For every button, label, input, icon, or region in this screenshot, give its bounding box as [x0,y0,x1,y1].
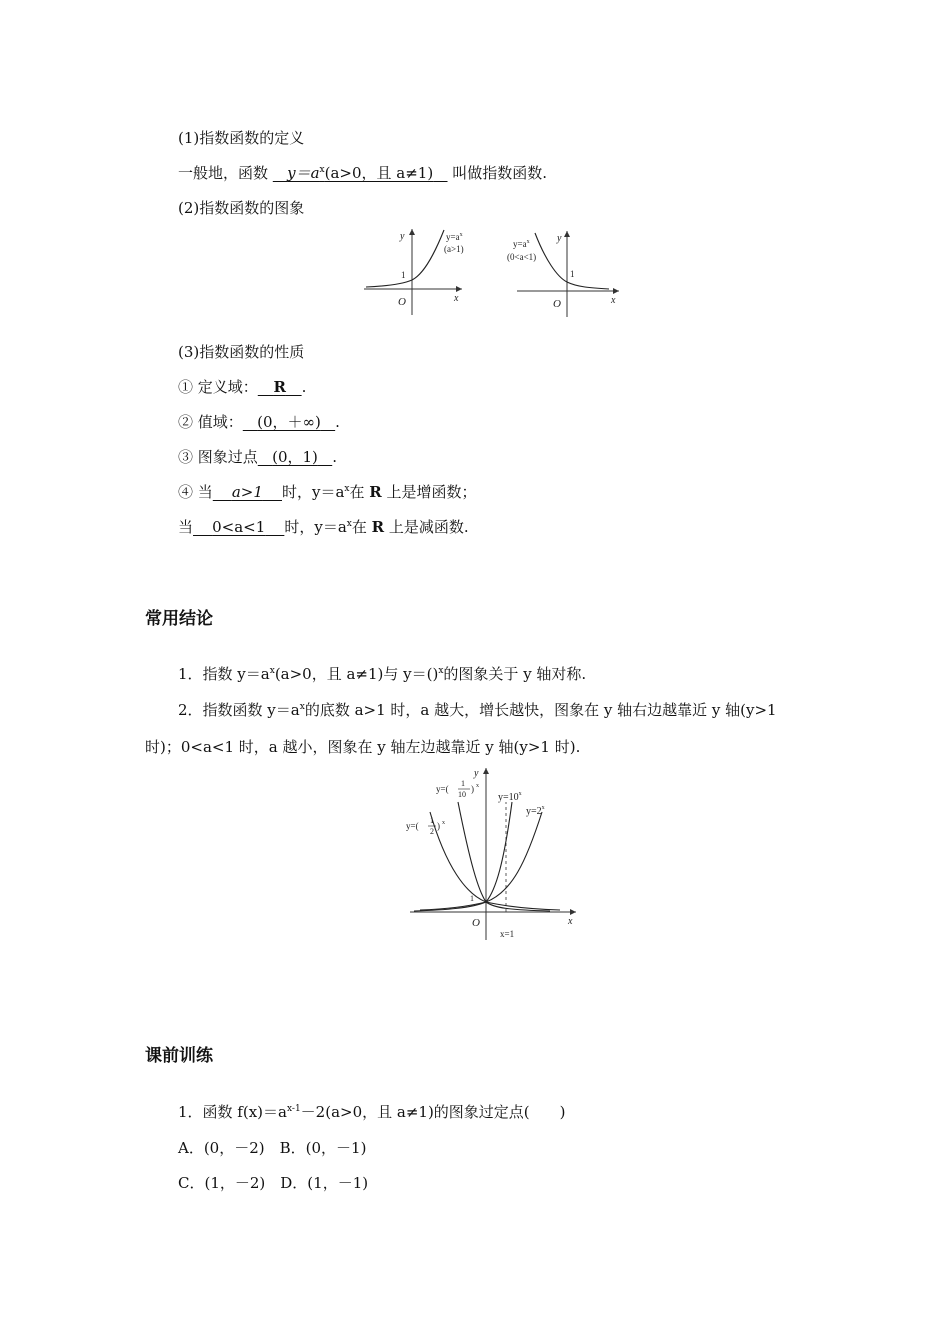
svg-text:y: y [400,231,405,242]
graph-exp-family [400,762,585,942]
svg-text:x: x [476,783,479,789]
svg-text:1: 1 [470,894,474,903]
svg-text:): ) [437,821,440,831]
properties-title: (3)指数函数的性质 [178,343,305,361]
svg-text:1: 1 [461,779,465,788]
heading-common-conclusions: 常用结论 [145,609,213,629]
svg-text:(a>1): (a>1) [444,244,464,254]
svg-text:O: O [398,296,406,308]
options-cd: C．(1，－2) D．(1，－1) [178,1174,369,1192]
svg-text:x: x [568,916,573,927]
svg-text:y=ax: $y=a^x$ [513,239,530,249]
conclusion-2-line1: 2．指数函数 $y=a^x$的底数 a>1 时，a 越大，增长越快，图象在 y 轴右边越靠近 y 轴(y>1 [178,701,777,719]
svg-text:y: y [557,233,562,244]
svg-text:x: x [611,295,616,306]
definition-title: (1)指数函数的定义 [178,129,305,147]
conclusion-1: 1．指数 $y=a^x(a>0$，且 a≠1)与 y＝()$^x$的图象关于 y 轴对称. [178,665,587,683]
graph-exp-decreasing [505,225,625,317]
options-ab: A．(0，－2) B．(0，－1) [178,1139,367,1157]
conclusion-2-line2: 时)；0<a<1 时，a 越小，图象在 y 轴左边越靠近 y 轴(y>1 时). [145,738,581,756]
svg-text:y=ax: $y=a^x$ [446,232,463,242]
property-range: ② 值域： (0，＋∞) . [178,413,340,431]
svg-text:y=(: y=( [436,784,449,794]
svg-text:y: y [474,768,479,779]
svg-text:10: 10 [458,790,466,799]
svg-text:x: x [442,820,445,826]
svg-text:(0<a<1): (0<a<1) [507,252,537,262]
svg-text:): ) [471,784,474,794]
graph-title: (2)指数函数的图象 [178,199,305,217]
svg-text:O: O [472,917,480,929]
svg-text:O: O [553,298,561,310]
svg-text:y=10x: $y=10^x$ [498,791,522,803]
heading-pre-class-exercise: 课前训练 [145,1046,213,1066]
svg-text:x: x [454,293,459,304]
svg-text:1: 1 [570,269,575,279]
svg-text:y=2x: $y=2^x$ [526,805,545,817]
property-increasing: ④ 当 a>1 时，$y=a^x$在 R 上是增函数； [178,483,477,501]
graph-exp-increasing [360,225,470,317]
property-domain: ① 定义域： R . [178,378,307,396]
svg-text:1: 1 [430,816,434,825]
definition-text: 一般地，函数 $y=a^x(a>0$，且 a≠1) 叫做指数函数. [178,164,548,182]
svg-text:1: 1 [401,270,406,280]
svg-text:2: 2 [430,827,434,836]
svg-text:y=(: y=( [406,821,419,831]
property-decreasing: 当 0<a<1 时，$y=a^x$在 R 上是减函数. [178,518,469,536]
property-fixed-point: ③ 图象过点 (0，1) . [178,448,337,466]
question-1: 1．函数 $f(x)=a^{x-1}-2(a>0$，且 a≠1)的图象过定点( ) [178,1103,566,1121]
svg-text:x=1: x=1 [500,929,515,939]
